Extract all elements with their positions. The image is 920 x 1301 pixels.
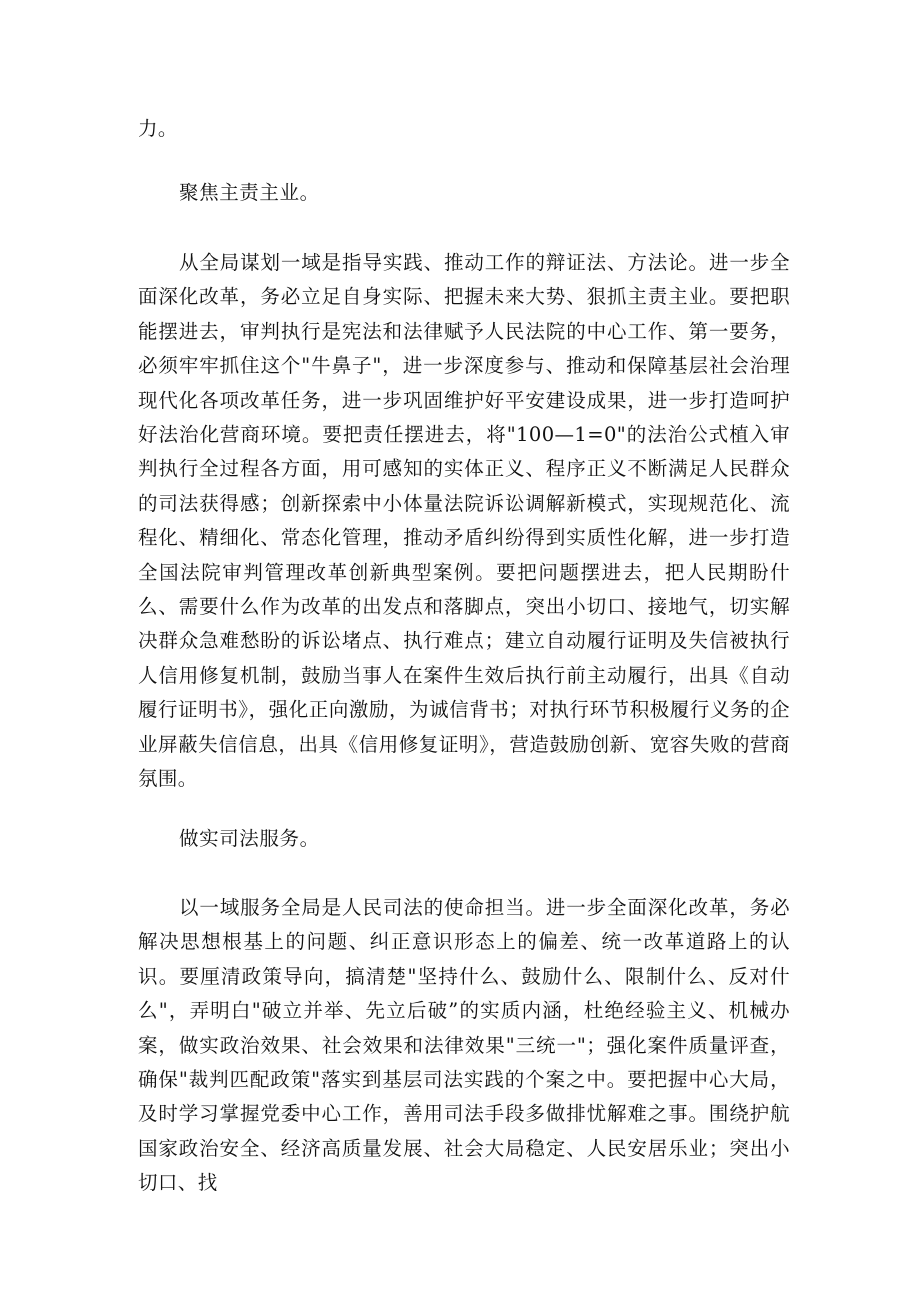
section-heading-focus-main-responsibility: 聚焦主责主业。: [179, 181, 320, 204]
paragraph-continuation: 力。: [138, 117, 178, 140]
section-heading-judicial-service: 做实司法服务。: [179, 827, 320, 850]
section-paragraph-judicial-service: 以一域服务全局是人民司法的使命担当。进一步全面深化改革，务必解决思想根基上的问题、纠正意识形态上的偏差、统一改革道路上的认识。要厘清政策导向，搞清楚"坚持什么、鼓励什么、限制什么、反对什么"，弄明白"破立并举、先立后破”的实质内涵，杜绝经验主义、机械办案，做实政治效果、社会效果和法律效果"三统一"；强化案件质量评查，确保"裁判匹配政策"落实到基层司法实践的个案之中。要把握中心大局，及时学习掌握党委中心工作，善用司法手段多做排忧解难之事。围绕护航国家政治安全、经济高质量发展、社会大局稳定、人民安居乐业；突出小切口、找: [138, 896, 790, 1195]
section-paragraph-main-responsibility: 从全局谋划一域是指导实践、推动工作的辩证法、方法论。进一步全面深化改革，务必立足自身实际、把握未来大势、狠抓主责主业。要把职能摆进去，审判执行是宪法和法律赋予人民法院的中心工作、第一要务，必须牢牢抓住这个"牛鼻子"，进一步深度参与、推动和保障基层社会治理现代化各项改革任务，进一步巩固维护好平安建设成果，进一步打造呵护好法治化营商环境。要把责任摆进去，将"100—1=0"的法治公式植入审判执行全过程各方面，用可感知的实体正义、程序正义不断满足人民群众的司法获得感；创新探索中小体量法院诉讼调解新模式，实现规范化、流程化、精细化、常态化管理，推动矛盾纠纷得到实质性化解，进一步打造全国法院审判管理改革创新典型案例。要把问题摆进去，把人民期盼什么、需要什么作为改革的出发点和落脚点，突出小切口、接地气，切实解决群众急难愁盼的诉讼堵点、执行难点；建立自动履行证明及失信被执行人信用修复机制，鼓励当事人在案件生效后执行前主动履行，出具《自动履行证明书》，强化正向激励，为诚信背书；对执行环节积极履行义务的企业屏蔽失信信息，出具《信用修复证明》，营造鼓励创新、宽容失败的营商氛围。: [138, 251, 790, 791]
